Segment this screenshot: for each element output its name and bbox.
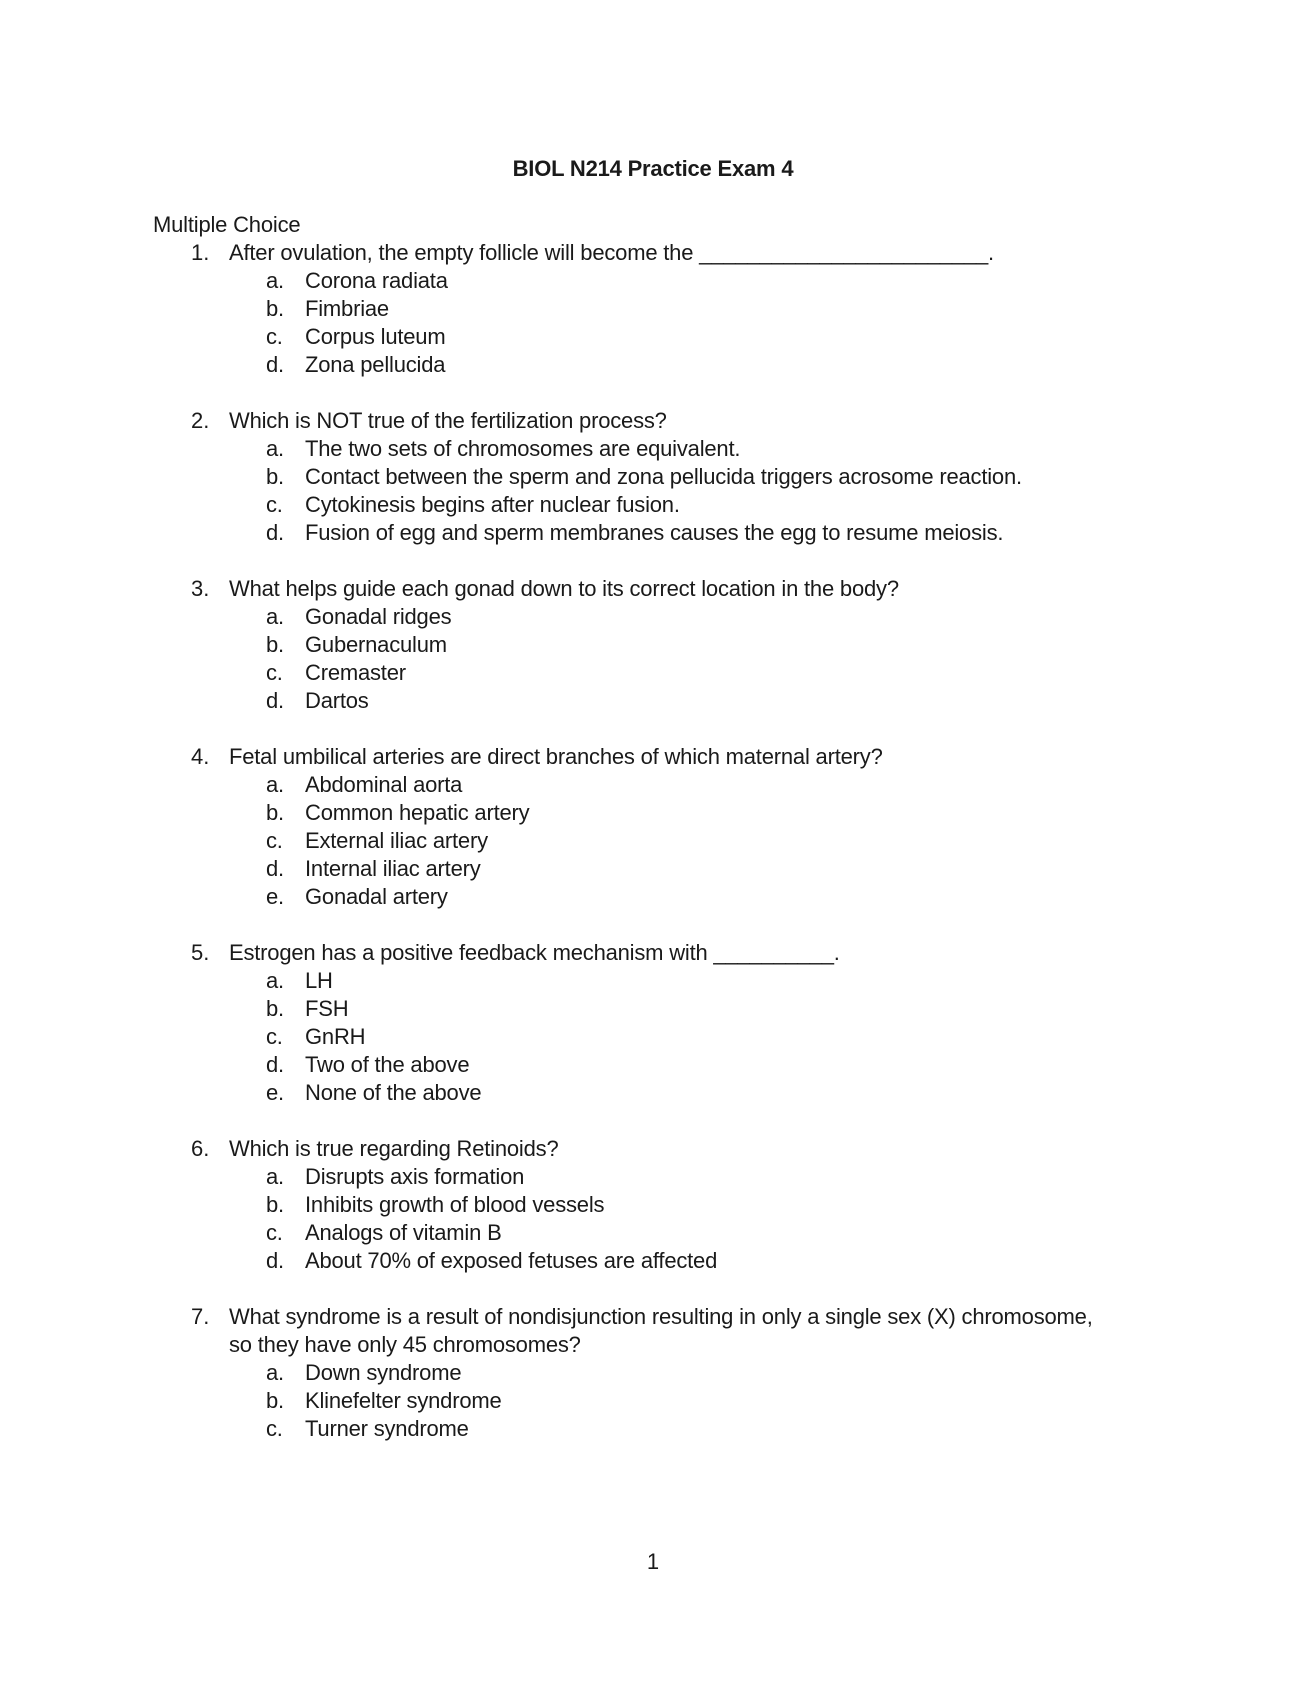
- answer-option: [0, 1415, 1306, 1443]
- answer-option: [0, 1051, 1306, 1079]
- answer-option: [0, 1023, 1306, 1051]
- option-text: Gonadal ridges: [305, 604, 452, 629]
- option-text: LH: [305, 968, 333, 993]
- answer-option: [0, 659, 1306, 687]
- question-number: 4.: [191, 744, 210, 769]
- question-text: Which is NOT true of the fertilization process?: [229, 408, 667, 433]
- option-letter: c.: [266, 1220, 283, 1245]
- answer-option: [0, 1247, 1306, 1275]
- option-text: Cremaster: [305, 660, 406, 685]
- option-text: GnRH: [305, 1024, 366, 1049]
- answer-option: [0, 1387, 1306, 1415]
- option-letter: b.: [266, 800, 284, 825]
- option-text: Analogs of vitamin B: [305, 1220, 502, 1245]
- option-letter: a.: [266, 1164, 284, 1189]
- question-stem: [0, 407, 1306, 435]
- option-letter: d.: [266, 688, 284, 713]
- question-text: Fetal umbilical arteries are direct branches of which maternal artery?: [229, 744, 883, 769]
- option-letter: d.: [266, 1052, 284, 1077]
- option-text: Inhibits growth of blood vessels: [305, 1192, 605, 1217]
- option-text: Corona radiata: [305, 268, 448, 293]
- answer-option: [0, 351, 1306, 379]
- question-text: Which is true regarding Retinoids?: [229, 1136, 559, 1161]
- option-letter: e.: [266, 884, 284, 909]
- question-1: [0, 239, 1306, 379]
- option-letter: c.: [266, 1024, 283, 1049]
- option-text: Internal iliac artery: [305, 856, 481, 881]
- answer-option: [0, 295, 1306, 323]
- option-text: Klinefelter syndrome: [305, 1388, 502, 1413]
- option-letter: b.: [266, 1192, 284, 1217]
- option-letter: e.: [266, 1080, 284, 1105]
- question-number: 3.: [191, 576, 210, 601]
- option-text: FSH: [305, 996, 349, 1021]
- question-stem: [0, 743, 1306, 771]
- option-text: The two sets of chromosomes are equivalent.: [305, 436, 741, 461]
- option-text: Fimbriae: [305, 296, 389, 321]
- answer-option: [0, 631, 1306, 659]
- answer-option: [0, 799, 1306, 827]
- option-text: Two of the above: [305, 1052, 470, 1077]
- option-letter: a.: [266, 436, 284, 461]
- answer-option: [0, 463, 1306, 491]
- answer-option: [0, 323, 1306, 351]
- answer-option: [0, 1163, 1306, 1191]
- option-letter: b.: [266, 632, 284, 657]
- option-text: Corpus luteum: [305, 324, 446, 349]
- option-letter: a.: [266, 968, 284, 993]
- page-number: 1: [646, 1549, 660, 1574]
- option-text: Disrupts axis formation: [305, 1164, 525, 1189]
- answer-option: [0, 687, 1306, 715]
- question-text: What syndrome is a result of nondisjunction resulting in only a single sex (X) chromosome, so they have only 45 chromosomes?: [229, 1304, 1093, 1357]
- option-text: About 70% of exposed fetuses are affected: [305, 1248, 718, 1273]
- option-letter: b.: [266, 996, 284, 1021]
- question-number: 5.: [191, 940, 210, 965]
- answer-option: [0, 1191, 1306, 1219]
- option-text: Dartos: [305, 688, 369, 713]
- page-title: BIOL N214 Practice Exam 4: [512, 156, 794, 181]
- option-letter: c.: [266, 660, 283, 685]
- question-2: [0, 407, 1306, 547]
- answer-option: [0, 435, 1306, 463]
- option-text: Down syndrome: [305, 1360, 462, 1385]
- option-text: None of the above: [305, 1080, 482, 1105]
- option-letter: d.: [266, 1248, 284, 1273]
- answer-option: [0, 519, 1306, 547]
- question-number: 7.: [191, 1304, 210, 1329]
- question-4: [0, 743, 1306, 911]
- option-text: Cytokinesis begins after nuclear fusion.: [305, 492, 680, 517]
- question-list: [0, 239, 1306, 1471]
- answer-option: [0, 771, 1306, 799]
- question-text: After ovulation, the empty follicle will become the ________________________.: [229, 240, 994, 265]
- option-letter: a.: [266, 604, 284, 629]
- option-text: Gonadal artery: [305, 884, 448, 909]
- answer-option: [0, 883, 1306, 911]
- option-letter: a.: [266, 772, 284, 797]
- answer-option: [0, 995, 1306, 1023]
- option-letter: c.: [266, 492, 283, 517]
- question-number: 6.: [191, 1136, 210, 1161]
- option-text: Turner syndrome: [305, 1416, 469, 1441]
- option-text: Fusion of egg and sperm membranes causes the egg to resume meiosis.: [305, 520, 1004, 545]
- question-stem: [0, 1303, 1306, 1359]
- answer-option: [0, 603, 1306, 631]
- option-letter: a.: [266, 268, 284, 293]
- question-stem: [0, 239, 1306, 267]
- option-letter: d.: [266, 520, 284, 545]
- option-text: External iliac artery: [305, 828, 488, 853]
- option-letter: d.: [266, 352, 284, 377]
- answer-option: [0, 491, 1306, 519]
- answer-option: [0, 1359, 1306, 1387]
- option-letter: b.: [266, 1388, 284, 1413]
- option-letter: c.: [266, 828, 283, 853]
- question-3: [0, 575, 1306, 715]
- question-stem: [0, 575, 1306, 603]
- question-number: 1.: [191, 240, 210, 265]
- answer-option: [0, 827, 1306, 855]
- option-text: Abdominal aorta: [305, 772, 463, 797]
- option-letter: c.: [266, 1416, 283, 1441]
- option-text: Zona pellucida: [305, 352, 446, 377]
- question-number: 2.: [191, 408, 210, 433]
- option-text: Gubernaculum: [305, 632, 447, 657]
- section-heading: Multiple Choice: [153, 212, 301, 237]
- question-stem: [0, 939, 1306, 967]
- question-text: Estrogen has a positive feedback mechanism with __________.: [229, 940, 840, 965]
- question-stem: [0, 1135, 1306, 1163]
- answer-option: [0, 1079, 1306, 1107]
- option-letter: b.: [266, 464, 284, 489]
- option-text: Common hepatic artery: [305, 800, 530, 825]
- question-6: [0, 1135, 1306, 1275]
- question-5: [0, 939, 1306, 1107]
- option-letter: a.: [266, 1360, 284, 1385]
- answer-option: [0, 967, 1306, 995]
- answer-option: [0, 855, 1306, 883]
- question-text: What helps guide each gonad down to its correct location in the body?: [229, 576, 899, 601]
- option-text: Contact between the sperm and zona pellucida triggers acrosome reaction.: [305, 464, 1022, 489]
- question-7: [0, 1303, 1306, 1443]
- option-letter: d.: [266, 856, 284, 881]
- option-letter: c.: [266, 324, 283, 349]
- answer-option: [0, 267, 1306, 295]
- answer-option: [0, 1219, 1306, 1247]
- option-letter: b.: [266, 296, 284, 321]
